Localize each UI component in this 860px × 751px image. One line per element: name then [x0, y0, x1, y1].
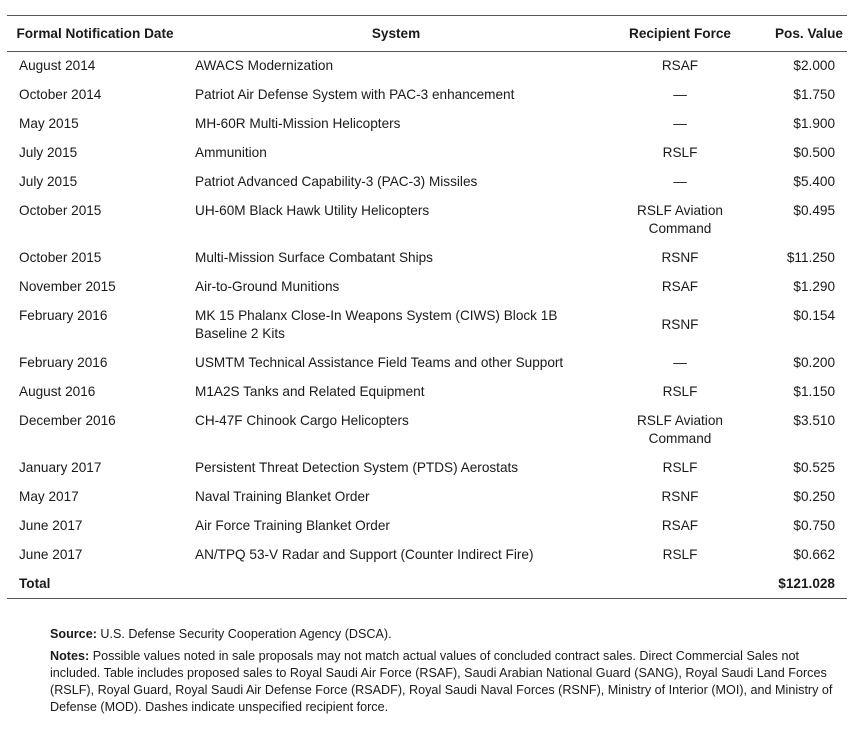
date-cell: November 2015: [19, 279, 116, 294]
value-cell: $5.400: [793, 174, 835, 189]
date-cell: February 2016: [19, 308, 108, 323]
recipient-force-cell: —: [673, 87, 687, 102]
recipient-force-cell: RSLF Aviation Command: [637, 203, 723, 236]
value-cell: $0.154: [793, 308, 835, 323]
table-row: [7, 139, 847, 168]
system-cell: Patriot Air Defense System with PAC-3 enhancement: [195, 87, 515, 102]
system-cell: Persistent Threat Detection System (PTDS) Aerostats: [195, 460, 519, 475]
total-row: [7, 570, 847, 599]
date-cell: October 2015: [19, 250, 102, 265]
recipient-force-cell: RSAF: [661, 279, 699, 294]
system-cell: Air Force Training Blanket Order: [195, 518, 390, 533]
table-row: [7, 483, 847, 512]
value-cell: $0.662: [793, 547, 835, 562]
table-row: [7, 512, 847, 541]
recipient-force-cell: RSLF: [662, 384, 698, 399]
recipient-force-cell: RSNF: [661, 250, 699, 265]
header-system: System: [183, 16, 609, 52]
value-cell: $1.750: [793, 87, 835, 102]
system-cell: Air-to-Ground Munitions: [195, 279, 340, 294]
table-row: [7, 454, 847, 483]
table-row: [7, 197, 847, 244]
notes-text: Possible values noted in sale proposals may not match actual values of concluded contract sales. Direct Commercial Sales not included. Table includes proposed sales to Royal Saudi Air Force (RSAF), Saudi Arabian National Guard (SANG), Royal Saudi Land Forces (RSLF), Royal Guard, Royal Saudi Air Defense Force (RSADF), Royal Saudi Naval Forces (RSNF), Ministry of Interior (MOI), and Ministry of Defense (MOD). Dashes indicate unspecified recipient force.: [50, 649, 833, 714]
value-cell: $0.250: [793, 489, 835, 504]
header-pos-value: Pos. Value: [751, 16, 847, 52]
date-cell: August 2016: [19, 384, 96, 399]
table-row: [7, 407, 847, 454]
value-cell: $2.000: [793, 58, 835, 73]
total-value: $121.028: [751, 570, 847, 599]
date-cell: May 2015: [19, 116, 79, 131]
date-cell: October 2015: [19, 203, 102, 218]
recipient-force-cell: —: [673, 174, 687, 189]
table-row: [7, 110, 847, 139]
recipient-force-cell: RSAF: [661, 58, 699, 73]
date-cell: January 2017: [19, 460, 102, 475]
recipient-force-cell: RSNF: [661, 317, 699, 332]
table-row: [7, 244, 847, 273]
table-row: [7, 81, 847, 110]
recipient-force-cell: RSLF: [662, 547, 698, 562]
value-cell: $1.290: [793, 279, 835, 294]
table-row: [7, 168, 847, 197]
date-cell: October 2014: [19, 87, 102, 102]
value-cell: $11.250: [786, 250, 835, 265]
table-row: [7, 378, 847, 407]
system-cell: AWACS Modernization: [195, 58, 334, 73]
system-cell: Naval Training Blanket Order: [195, 489, 370, 504]
value-cell: $0.750: [793, 518, 835, 533]
table-notes: [50, 626, 840, 721]
value-cell: $0.500: [793, 145, 835, 160]
notes-paragraph: [50, 648, 840, 716]
system-cell: Ammunition: [195, 145, 267, 160]
system-cell: USMTM Technical Assistance Field Teams and other Support: [195, 355, 564, 370]
table-row: [7, 302, 847, 349]
recipient-force-cell: —: [673, 355, 687, 370]
date-cell: June 2017: [19, 518, 83, 533]
table-row: [7, 541, 847, 570]
table-body: [7, 52, 847, 599]
recipient-force-cell: —: [673, 116, 687, 131]
table-row: [7, 52, 847, 82]
arms-sales-table: [7, 15, 847, 599]
source-note: [50, 626, 840, 643]
value-cell: $1.900: [793, 116, 835, 131]
table-row: [7, 273, 847, 302]
table-header-row: [7, 16, 847, 52]
system-cell: M1A2S Tanks and Related Equipment: [195, 384, 425, 399]
source-text: U.S. Defense Security Cooperation Agency (DSCA).: [100, 627, 392, 641]
notes-label: Notes:: [50, 649, 90, 663]
value-cell: $0.200: [793, 355, 835, 370]
system-cell: MK 15 Phalanx Close-In Weapons System (CIWS) Block 1B Baseline 2 Kits: [195, 308, 558, 341]
recipient-force-cell: RSNF: [661, 489, 699, 504]
date-cell: February 2016: [19, 355, 108, 370]
source-label: Source:: [50, 627, 97, 641]
header-date: Formal Notification Date: [7, 16, 183, 52]
date-cell: December 2016: [19, 413, 116, 428]
header-recipient-force: Recipient Force: [609, 16, 751, 52]
recipient-force-cell: RSAF: [661, 518, 699, 533]
system-cell: Multi-Mission Surface Combatant Ships: [195, 250, 433, 265]
total-label: Total: [7, 570, 183, 599]
system-cell: MH-60R Multi-Mission Helicopters: [195, 116, 401, 131]
system-cell: AN/TPQ 53-V Radar and Support (Counter Indirect Fire): [195, 547, 534, 562]
date-cell: July 2015: [19, 174, 78, 189]
value-cell: $3.510: [793, 413, 835, 428]
recipient-force-cell: RSLF: [662, 145, 698, 160]
recipient-force-cell: RSLF: [662, 460, 698, 475]
total-spacer: [183, 570, 609, 599]
date-cell: July 2015: [19, 145, 78, 160]
total-spacer: [609, 570, 751, 599]
date-cell: August 2014: [19, 58, 96, 73]
value-cell: $0.495: [793, 203, 835, 218]
system-cell: Patriot Advanced Capability-3 (PAC-3) Missiles: [195, 174, 478, 189]
system-cell: UH-60M Black Hawk Utility Helicopters: [195, 203, 430, 218]
date-cell: June 2017: [19, 547, 83, 562]
value-cell: $0.525: [793, 460, 835, 475]
value-cell: $1.150: [793, 384, 835, 399]
date-cell: May 2017: [19, 489, 79, 504]
table-row: [7, 349, 847, 378]
system-cell: CH-47F Chinook Cargo Helicopters: [195, 413, 409, 428]
recipient-force-cell: RSLF Aviation Command: [637, 413, 723, 446]
